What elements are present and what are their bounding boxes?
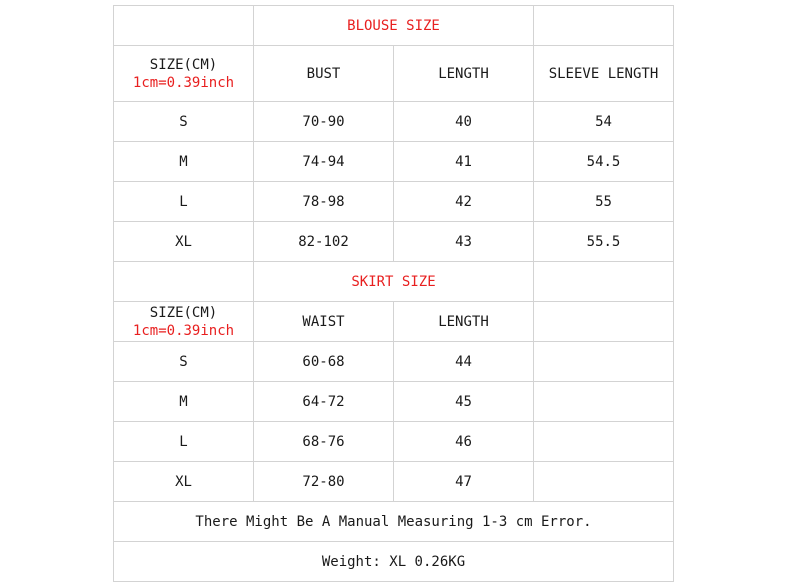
column-header-bust: BUST xyxy=(254,46,394,102)
waist-cell: 68-76 xyxy=(254,422,394,462)
size-cell: XL xyxy=(114,222,254,262)
table-row xyxy=(114,102,674,142)
length-cell: 43 xyxy=(394,222,534,262)
blank-cell xyxy=(534,422,674,462)
bust-cell: 74-94 xyxy=(254,142,394,182)
blank-cell xyxy=(114,262,254,302)
measuring-error-note: There Might Be A Manual Measuring 1-3 cm Error. xyxy=(114,502,674,542)
size-cell: L xyxy=(114,182,254,222)
skirt-header-row xyxy=(114,302,674,342)
size-unit-label: SIZE(CM) xyxy=(149,304,218,321)
length-cell: 41 xyxy=(394,142,534,182)
size-cell: M xyxy=(114,142,254,182)
waist-cell: 60-68 xyxy=(254,342,394,382)
sleeve-length-cell: 54.5 xyxy=(534,142,674,182)
blouse-size-title: BLOUSE SIZE xyxy=(254,6,534,46)
blank-cell xyxy=(534,6,674,46)
size-cell: S xyxy=(114,342,254,382)
size-cell: M xyxy=(114,382,254,422)
blank-cell xyxy=(534,262,674,302)
bust-cell: 82-102 xyxy=(254,222,394,262)
sleeve-length-cell: 55.5 xyxy=(534,222,674,262)
blouse-header-row xyxy=(114,46,674,102)
blank-cell xyxy=(114,6,254,46)
blank-cell xyxy=(534,462,674,502)
measuring-note-row xyxy=(114,502,674,542)
table-row xyxy=(114,182,674,222)
size-cell: XL xyxy=(114,462,254,502)
waist-cell: 64-72 xyxy=(254,382,394,422)
table-row xyxy=(114,422,674,462)
blouse-title-row xyxy=(114,6,674,46)
column-header-waist: WAIST xyxy=(254,302,394,342)
size-chart-table xyxy=(113,5,674,582)
bust-cell: 70-90 xyxy=(254,102,394,142)
bust-cell: 78-98 xyxy=(254,182,394,222)
table-row xyxy=(114,222,674,262)
skirt-title-row xyxy=(114,262,674,302)
weight-note: Weight: XL 0.26KG xyxy=(114,542,674,582)
blank-cell xyxy=(534,382,674,422)
sleeve-length-cell: 54 xyxy=(534,102,674,142)
size-label-cell xyxy=(114,46,254,102)
blank-cell xyxy=(534,302,674,342)
table-row xyxy=(114,342,674,382)
length-cell: 46 xyxy=(394,422,534,462)
length-cell: 44 xyxy=(394,342,534,382)
table-row xyxy=(114,462,674,502)
size-label-cell xyxy=(114,302,254,342)
unit-conversion-note: 1cm=0.39inch xyxy=(132,74,235,91)
size-cell: L xyxy=(114,422,254,462)
size-cell: S xyxy=(114,102,254,142)
length-cell: 40 xyxy=(394,102,534,142)
unit-conversion-note: 1cm=0.39inch xyxy=(132,322,235,339)
table-row xyxy=(114,382,674,422)
column-header-sleeve-length: SLEEVE LENGTH xyxy=(534,46,674,102)
waist-cell: 72-80 xyxy=(254,462,394,502)
column-header-length: LENGTH xyxy=(394,302,534,342)
blank-cell xyxy=(534,342,674,382)
sleeve-length-cell: 55 xyxy=(534,182,674,222)
column-header-length: LENGTH xyxy=(394,46,534,102)
length-cell: 45 xyxy=(394,382,534,422)
size-unit-label: SIZE(CM) xyxy=(149,56,218,73)
length-cell: 42 xyxy=(394,182,534,222)
table-row xyxy=(114,142,674,182)
weight-row xyxy=(114,542,674,582)
skirt-size-title: SKIRT SIZE xyxy=(254,262,534,302)
length-cell: 47 xyxy=(394,462,534,502)
